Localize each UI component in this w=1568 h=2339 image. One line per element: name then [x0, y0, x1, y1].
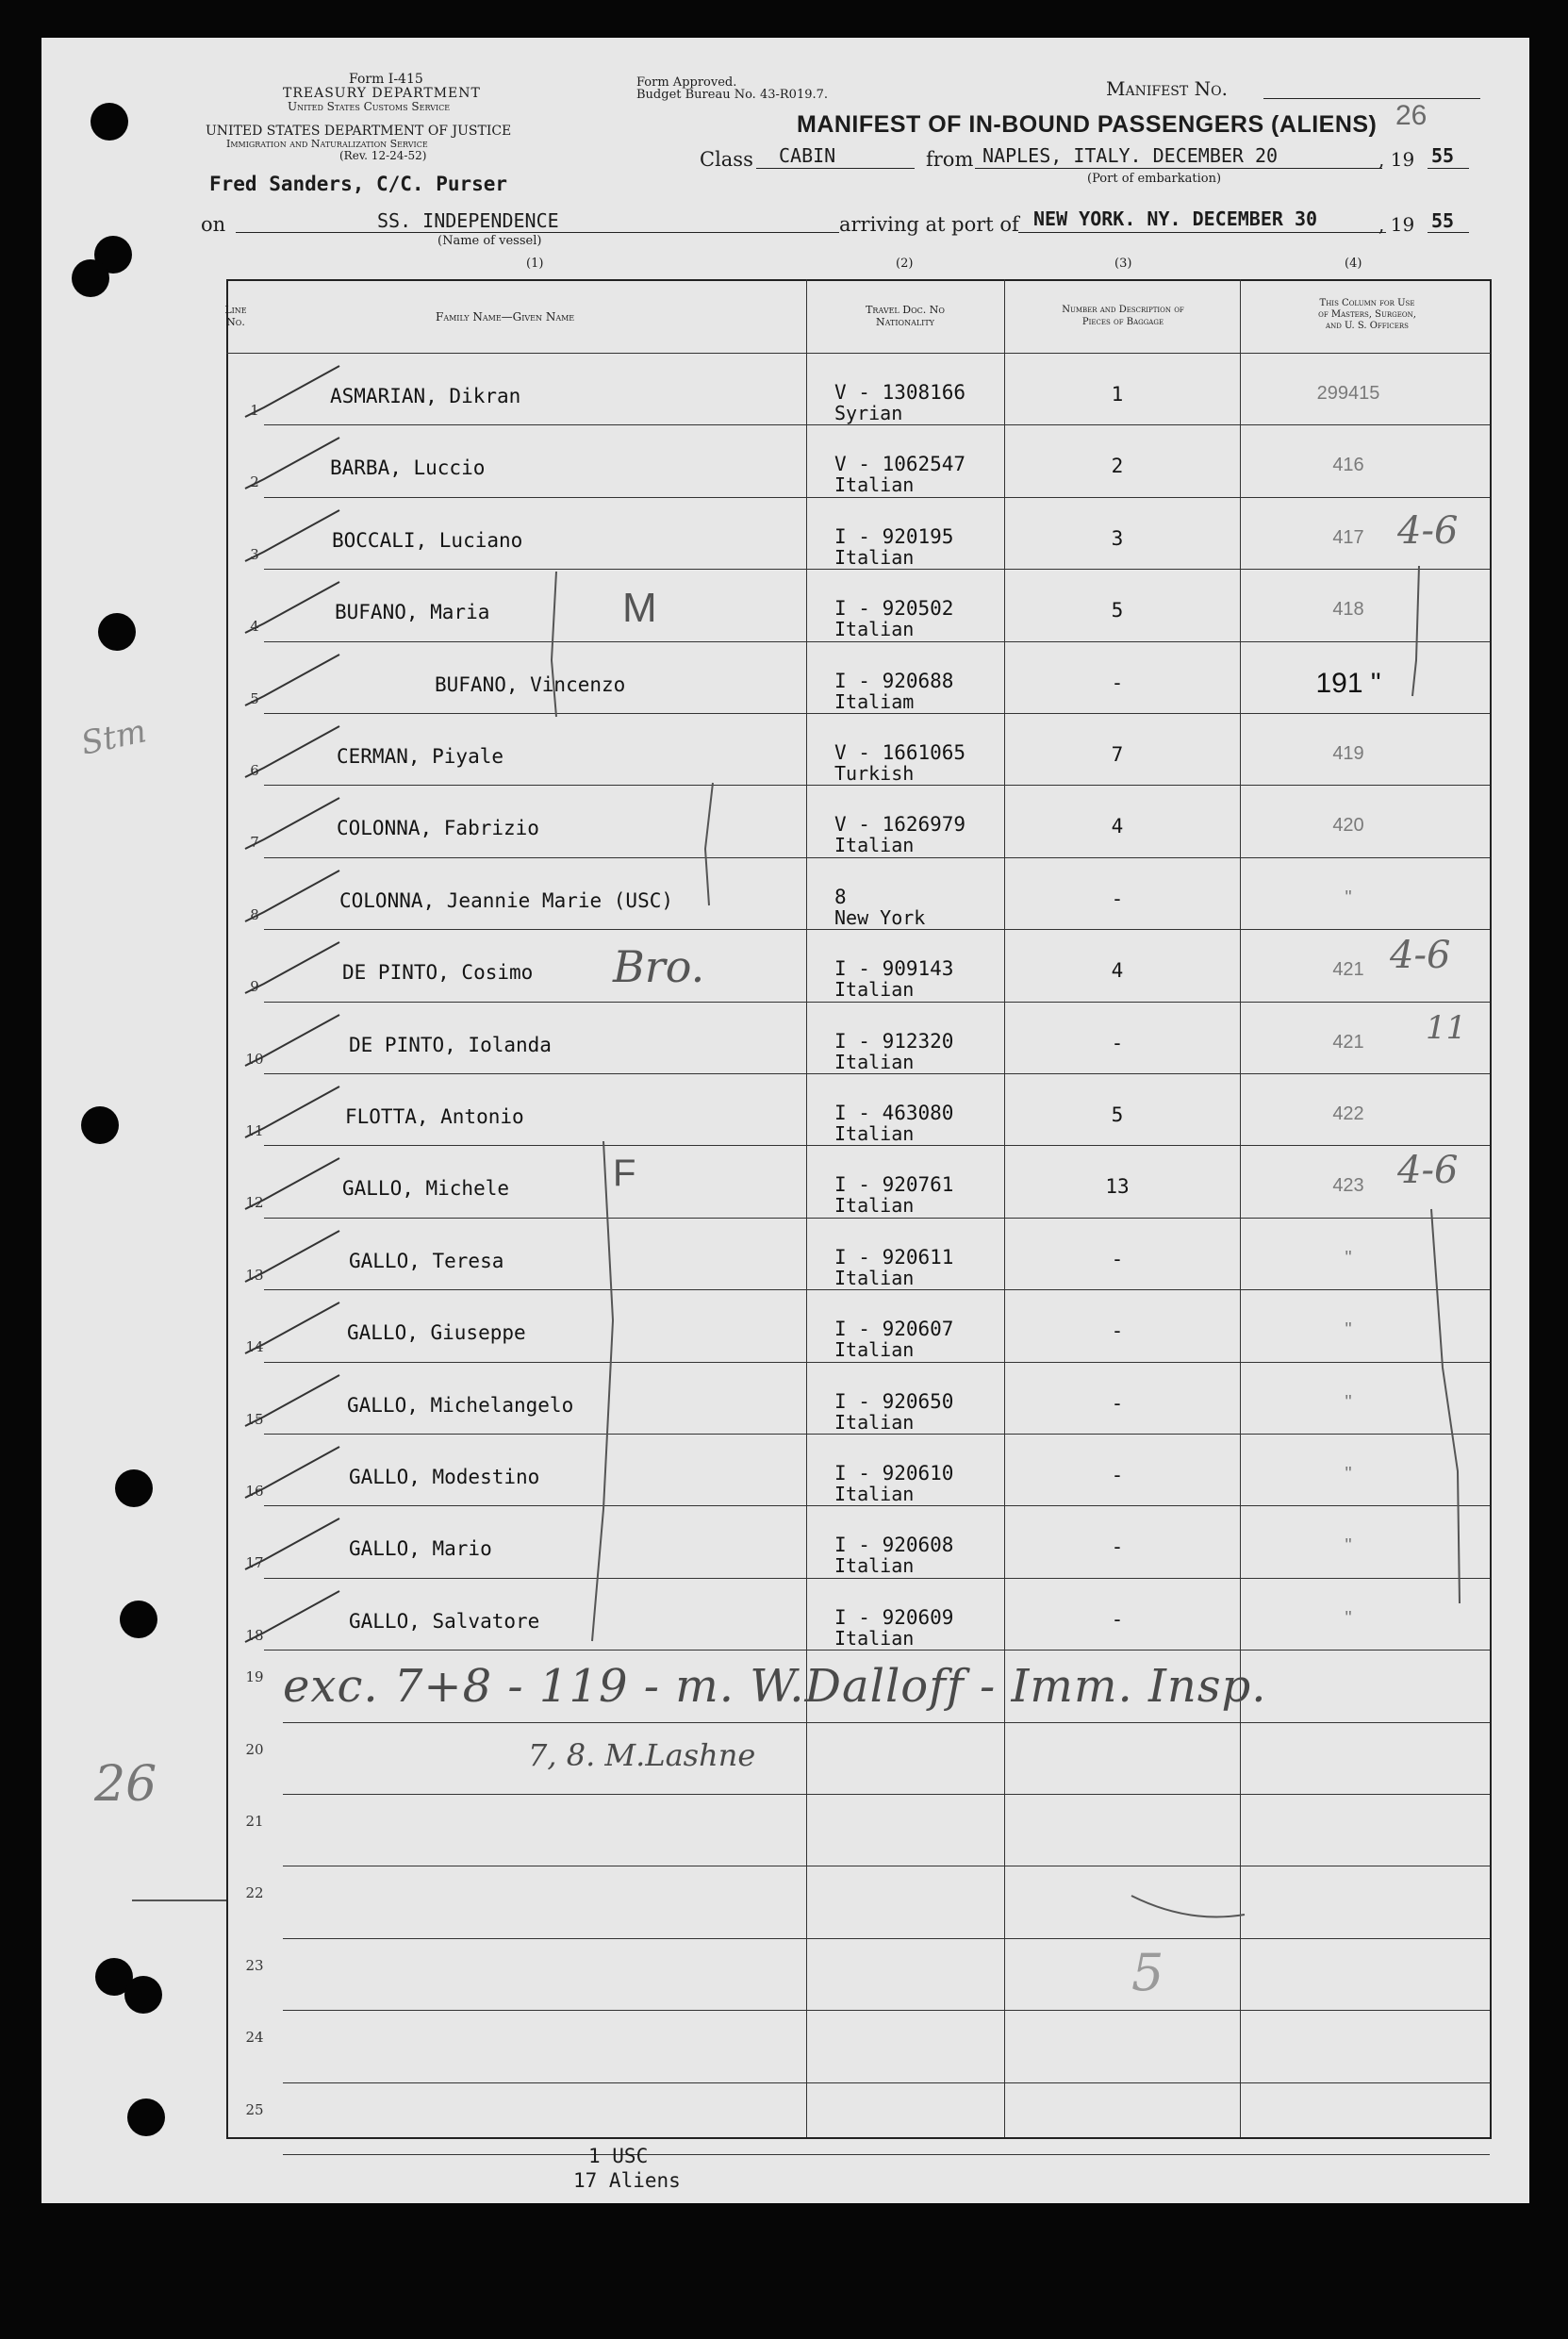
travel-doc-number: I - 920650 [834, 1389, 954, 1413]
punch-hole [124, 1976, 162, 2014]
header-baggage: Number and Description of Pieces of Baggage [1062, 305, 1184, 327]
check-mark-icon [236, 432, 358, 498]
header-officers: This Column for Use of Masters, Surgeon, and U. S. Officers [1318, 298, 1416, 331]
nationality: Italian [834, 473, 915, 497]
passenger-name: GALLO, Michele [342, 1177, 510, 1201]
check-mark-icon [236, 1369, 358, 1435]
baggage-count: - [1111, 1464, 1124, 1486]
manifest-no-label: Manifest No. [1106, 77, 1228, 100]
line-number: 19 [245, 1668, 264, 1686]
passenger-name: GALLO, Giuseppe [347, 1321, 526, 1345]
annotation-row10: 11 [1426, 1009, 1467, 1047]
travel-doc-number: I - 920608 [834, 1534, 954, 1557]
check-mark-icon [236, 1585, 358, 1651]
table-row-line [264, 929, 1490, 930]
travel-doc-number: V - 1308166 [834, 381, 966, 404]
nationality: Italian [834, 618, 915, 641]
nationality: Italian [834, 1410, 915, 1434]
line-number: 24 [245, 2029, 264, 2047]
nationality: Syrian [834, 402, 903, 424]
baggage-count: - [1111, 1031, 1124, 1054]
officer-note: 423 [1332, 1175, 1364, 1197]
check-mark-icon [236, 865, 358, 931]
justice-department: UNITED STATES DEPARTMENT OF JUSTICE [206, 124, 512, 139]
check-mark-icon [236, 792, 358, 858]
vessel-name: SS. INDEPENDENCE [377, 209, 559, 232]
punch-hole [81, 1106, 119, 1144]
nationality: Italian [834, 1050, 915, 1073]
check-mark-icon [236, 360, 358, 426]
baggage-count: - [1111, 1607, 1124, 1631]
line-number: 21 [245, 1813, 264, 1830]
travel-doc-number: I - 912320 [834, 1029, 954, 1053]
line-number: 5 [250, 689, 259, 707]
nationality: Italian [834, 1194, 915, 1218]
annotation-m: M [622, 585, 657, 631]
passenger-name: CERMAN, Piyale [337, 745, 504, 768]
passenger-name: COLONNA, Fabrizio [337, 817, 539, 840]
margin-number: 26 [94, 1756, 157, 1813]
punch-hole [120, 1601, 157, 1638]
line-number: 15 [245, 1410, 264, 1428]
from-year-prefix: , 19 [1378, 148, 1415, 171]
passenger-name: DE PINTO, Cosimo [342, 961, 534, 985]
budget-bureau: Budget Bureau No. 43-R019.7. [636, 88, 829, 102]
officer-note: " [1345, 1464, 1352, 1485]
column-number: (4) [1345, 257, 1362, 271]
punch-hole [127, 2098, 165, 2136]
officer-note: " [1345, 1319, 1352, 1341]
table-row-line [264, 1289, 1490, 1290]
header-line-no: Line No. [224, 304, 247, 328]
line-number: 6 [250, 762, 259, 779]
inspector-note: exc. 7+8 - 119 - m. W.Dalloff - Imm. Insp. [283, 1660, 1267, 1713]
total-usc: 1 USC [588, 2145, 649, 2167]
line-number: 14 [245, 1338, 264, 1356]
check-mark-icon [236, 576, 358, 642]
line-number: 7 [250, 834, 259, 852]
passenger-name: BUFANO, Vincenzo [435, 672, 626, 696]
baggage-count: 2 [1111, 455, 1124, 478]
check-mark-icon [236, 1009, 358, 1075]
baggage-count: 13 [1105, 1175, 1130, 1199]
travel-doc-number: I - 920610 [834, 1462, 954, 1485]
officer-note: " [1345, 887, 1352, 908]
baggage-count: 7 [1111, 743, 1124, 766]
arrival-year-prefix: , 19 [1378, 213, 1415, 236]
nationality: Italian [834, 545, 915, 569]
line-number: 18 [245, 1626, 264, 1644]
arriving-label: arriving at port of [839, 213, 1019, 236]
punch-hole [98, 613, 136, 651]
nationality: Italian [834, 1338, 915, 1362]
travel-doc-number: I - 909143 [834, 957, 954, 981]
passenger-name: GALLO, Salvatore [349, 1609, 540, 1633]
table-row-line [264, 1073, 1490, 1074]
form-approved: Form Approved. [636, 75, 737, 90]
table-row-line [264, 1505, 1490, 1506]
officer-note: " [1345, 1607, 1352, 1629]
from-year: 55 [1431, 144, 1455, 167]
baggage-count: - [1111, 1319, 1124, 1343]
manifest-no-value: 26 [1395, 100, 1428, 131]
table-row-line [283, 1938, 1490, 1939]
margin-stamp-note: Stm [77, 712, 150, 763]
table-row-line [264, 1650, 1490, 1651]
passenger-name: BUFANO, Maria [335, 601, 490, 624]
check-mark-icon [236, 937, 358, 1003]
treasury-department: TREASURY DEPARTMENT [283, 86, 481, 101]
baggage-count: 5 [1111, 599, 1124, 622]
officer-note: " [1345, 1535, 1352, 1557]
annotation-row3: 4-6 [1397, 509, 1459, 553]
officer-note: 418 [1332, 599, 1364, 621]
baggage-count: - [1111, 1247, 1124, 1270]
punch-hole [72, 259, 109, 297]
table-row-line [264, 641, 1490, 642]
baggage-count: - [1111, 1535, 1124, 1559]
nationality: Turkish [834, 762, 915, 785]
passenger-name: GALLO, Mario [349, 1537, 492, 1561]
passenger-name: GALLO, Teresa [349, 1249, 504, 1272]
nationality: Italian [834, 1266, 915, 1289]
table-row-line [264, 1362, 1490, 1363]
class-label: Class [700, 148, 753, 171]
travel-doc-number: I - 463080 [834, 1102, 954, 1124]
table-row-line [264, 1218, 1490, 1219]
from-value: NAPLES, ITALY. DECEMBER 20 [982, 144, 1279, 167]
travel-doc-number: I - 920688 [834, 669, 954, 692]
line-number: 1 [250, 402, 259, 419]
baggage-count: - [1111, 671, 1124, 694]
line-number: 20 [245, 1740, 264, 1758]
nationality: New York [834, 905, 926, 929]
passenger-name: BARBA, Luccio [330, 456, 486, 480]
line-number: 17 [245, 1554, 264, 1572]
revision: (Rev. 12-24-52) [339, 149, 427, 162]
travel-doc-number: I - 920609 [834, 1605, 954, 1629]
travel-doc-number: V - 1661065 [834, 741, 966, 764]
check-mark-icon [236, 1513, 358, 1579]
table-row-line [264, 424, 1490, 425]
baggage-count: 4 [1111, 959, 1124, 983]
travel-doc-number: I - 920611 [834, 1245, 954, 1269]
line-number: 2 [250, 473, 259, 491]
check-mark-icon [236, 505, 358, 571]
table-row-line [264, 1578, 1490, 1579]
check-mark-icon [236, 1153, 358, 1219]
annotation-f: F [613, 1153, 636, 1194]
line-number: 9 [250, 978, 259, 996]
line-number: 16 [245, 1483, 264, 1500]
passenger-name: GALLO, Michelangelo [347, 1393, 574, 1417]
nationality: Italiam [834, 689, 915, 713]
table-row-line [264, 1434, 1490, 1435]
officer-note: 421 [1332, 1031, 1364, 1053]
vessel-caption: (Name of vessel) [437, 234, 542, 248]
form-number: Form I-415 [349, 72, 423, 87]
check-mark-icon [236, 1441, 358, 1507]
scribble-five: 5 [1131, 1943, 1164, 2002]
nationality: Italian [834, 1122, 915, 1145]
class-value: CABIN [779, 144, 836, 167]
arrival-year: 55 [1431, 209, 1455, 232]
customs-service: United States Customs Service [288, 100, 451, 113]
line-number: 11 [245, 1122, 264, 1139]
officer-note: " [1345, 1247, 1352, 1269]
punch-hole [115, 1469, 153, 1507]
passenger-name: DE PINTO, Iolanda [349, 1033, 552, 1056]
from-label: from [926, 148, 974, 171]
on-label: on [201, 213, 226, 236]
travel-doc-number: I - 920195 [834, 524, 954, 548]
check-mark-icon [236, 721, 358, 787]
column-number: (2) [896, 257, 914, 271]
passenger-name: FLOTTA, Antonio [345, 1105, 524, 1128]
port-embarkation-caption: (Port of embarkation) [1087, 172, 1222, 186]
passenger-name: BOCCALI, Luciano [332, 528, 523, 552]
table-row-line [264, 1145, 1490, 1146]
column-number: (3) [1114, 257, 1132, 271]
officer-note: 191 " [1315, 667, 1381, 699]
officer-note: 416 [1332, 455, 1364, 476]
table-row-line [264, 713, 1490, 714]
check-mark-icon [236, 1081, 358, 1147]
passenger-name: GALLO, Modestino [349, 1466, 540, 1488]
table-row-line [264, 785, 1490, 786]
table-row-line [283, 2082, 1490, 2083]
check-mark-icon [236, 1297, 358, 1363]
baggage-count: 1 [1111, 383, 1124, 406]
nationality: Italian [834, 978, 915, 1002]
officer-note: 420 [1332, 815, 1364, 837]
check-mark-icon [236, 649, 358, 715]
table-row-line [264, 569, 1490, 570]
baggage-count: 5 [1111, 1103, 1124, 1126]
annotation-row9: 4-6 [1390, 934, 1451, 977]
baggage-count: 4 [1111, 815, 1124, 838]
annotation-row12: 4-6 [1397, 1149, 1459, 1192]
immigration-service: Immigration and Naturalization Service [226, 138, 428, 150]
table-row-line [264, 857, 1490, 858]
travel-doc-number: I - 920607 [834, 1318, 954, 1341]
line-number: 22 [245, 1884, 264, 1902]
table-row-line [283, 2154, 1490, 2155]
travel-doc-number: I - 920502 [834, 597, 954, 621]
travel-doc-number: V - 1062547 [834, 453, 966, 476]
table-row-line [283, 2010, 1490, 2011]
table-row-line [283, 1794, 1490, 1795]
table-row-line [283, 1722, 1490, 1723]
column-number: (1) [526, 257, 544, 271]
signature-note: 7, 8. M.Lashne [528, 1737, 756, 1773]
purser: Fred Sanders, C/C. Purser [209, 173, 508, 195]
line-number: 23 [245, 1956, 264, 1974]
table-row-line [264, 497, 1490, 498]
line-number: 12 [245, 1194, 264, 1212]
manifest-title: MANIFEST OF IN-BOUND PASSENGERS (ALIENS) [797, 111, 1378, 138]
line-number: 3 [250, 545, 259, 563]
table-row-line [264, 1002, 1490, 1003]
check-mark-icon [236, 1225, 358, 1291]
nationality: Italian [834, 834, 915, 857]
passenger-name: ASMARIAN, Dikran [330, 385, 521, 407]
nationality: Italian [834, 1483, 915, 1505]
baggage-count: - [1111, 887, 1124, 910]
travel-doc-number: 8 [834, 885, 847, 908]
baggage-count: 3 [1111, 526, 1124, 550]
baggage-count: - [1111, 1391, 1124, 1415]
travel-doc-number: I - 920761 [834, 1173, 954, 1197]
line-number: 25 [245, 2100, 264, 2118]
nationality: Italian [834, 1554, 915, 1578]
annotation-bro: Bro. [613, 941, 705, 992]
officer-note: 419 [1332, 743, 1364, 764]
header-travel-doc: Travel Doc. No Nationality [866, 304, 945, 328]
officer-note: 422 [1332, 1103, 1364, 1124]
nationality: Italian [834, 1626, 915, 1650]
passenger-name: COLONNA, Jeannie Marie (USC) [339, 888, 674, 912]
line-number: 4 [250, 618, 259, 636]
total-aliens: 17 Aliens [573, 2169, 681, 2192]
line-number: 10 [245, 1050, 264, 1068]
header-name: Family Name—Given Name [436, 310, 575, 323]
arrival-value: NEW YORK. NY. DECEMBER 30 [1033, 207, 1318, 230]
officer-note: 417 [1332, 526, 1364, 548]
officer-note: 299415 [1316, 383, 1380, 404]
line-number: 8 [250, 905, 259, 923]
officer-note: " [1345, 1391, 1352, 1413]
travel-doc-number: V - 1626979 [834, 813, 966, 837]
line-number: 13 [245, 1266, 264, 1284]
punch-hole [91, 103, 128, 141]
officer-note: 421 [1332, 959, 1364, 981]
